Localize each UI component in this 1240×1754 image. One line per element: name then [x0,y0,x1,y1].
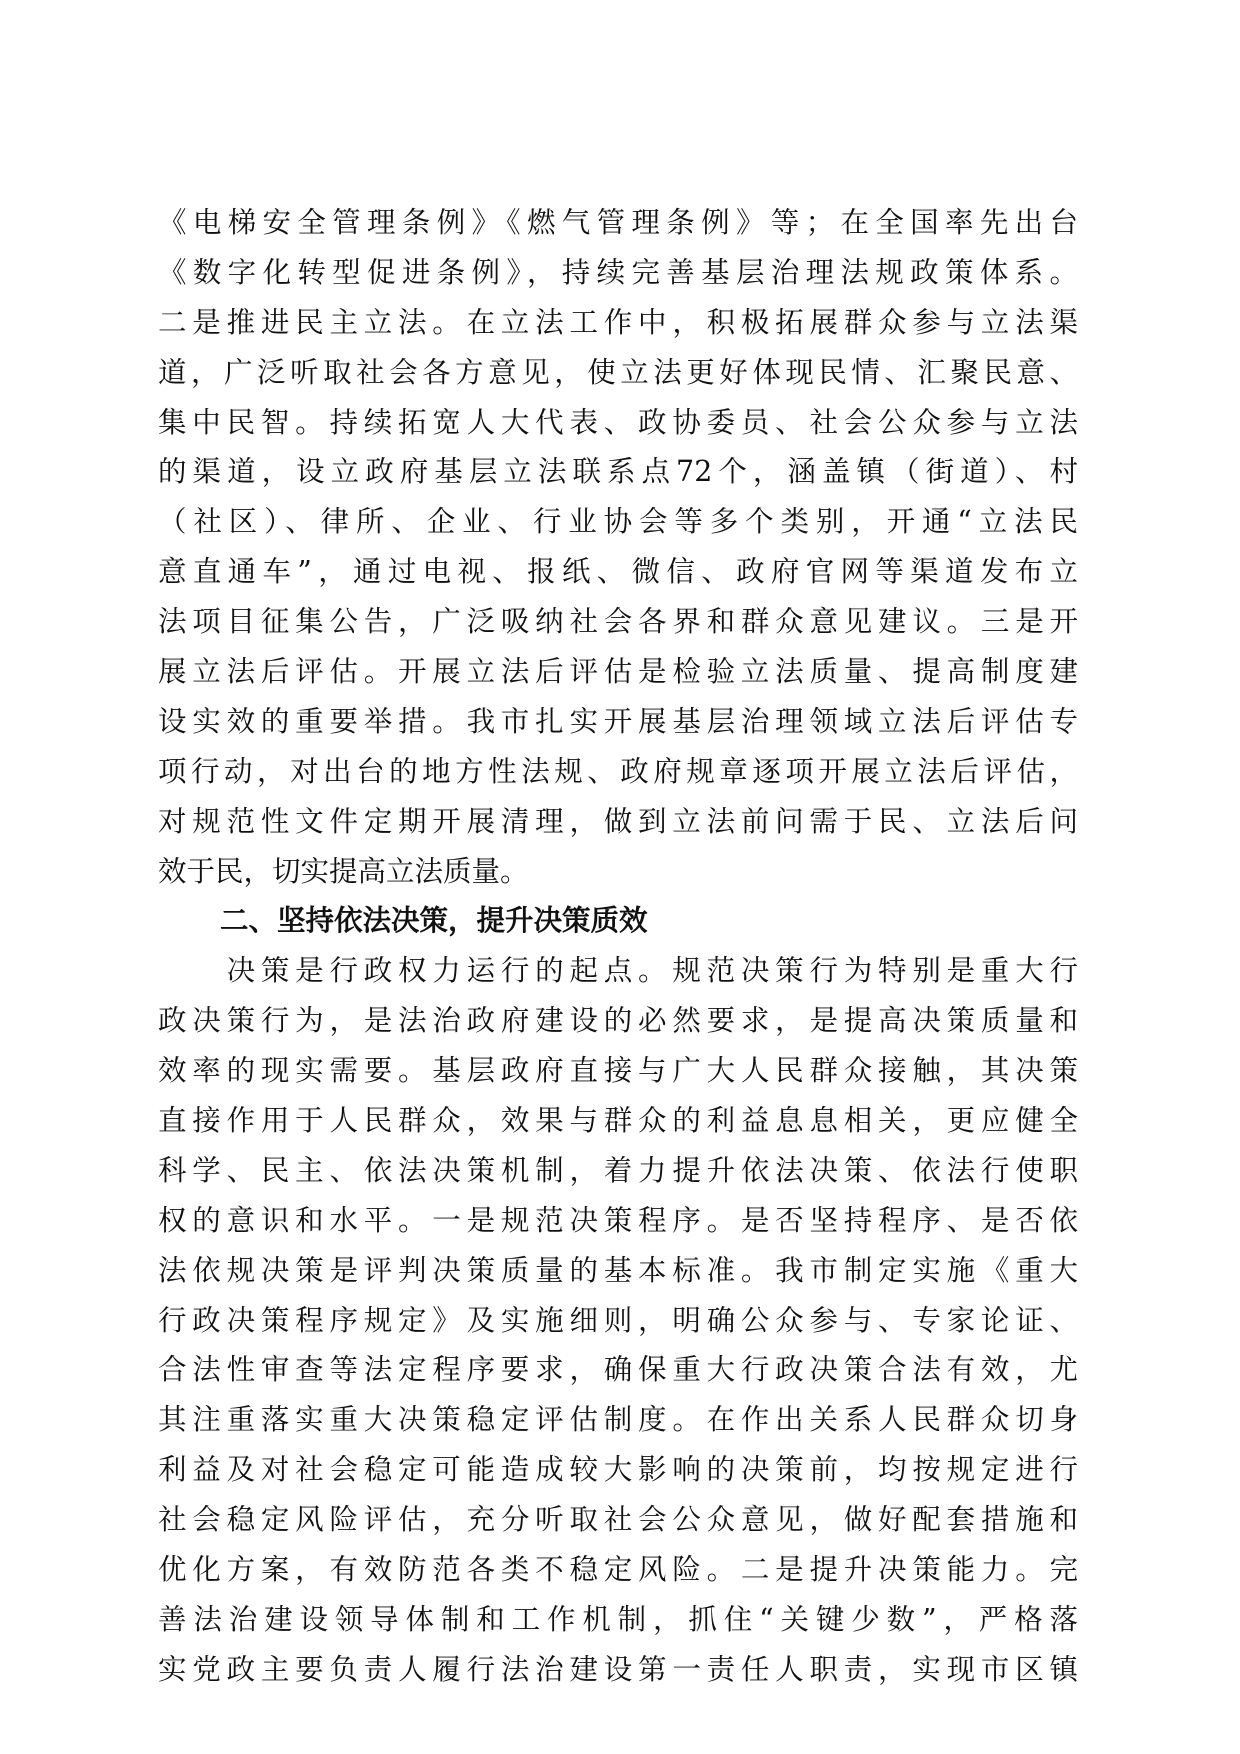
text-line: 优化方案，有效防范各类不稳定风险。二是提升决策能力。完 [158,1553,1078,1587]
section-heading: 二、坚持依法决策，提升决策质效 [220,904,648,938]
text-line: 政决策行为，是法治政府建设的必然要求，是提高决策质量和 [158,1004,1078,1038]
text-line: 二是推进民主立法。在立法工作中，积极拓展群众参与立法渠 [158,305,1078,339]
text-line: 集中民智。持续拓宽人大代表、政协委员、社会公众参与立法 [158,405,1078,439]
text-line: （社区）、律所、企业、行业协会等多个类别，开通“立法民 [158,505,1078,539]
text-line: 行政决策程序规定》及实施细则，明确公众参与、专家论证、 [158,1303,1078,1337]
text-line: 社会稳定风险评估，充分听取社会公众意见，做好配套措施和 [158,1503,1078,1537]
text-line: 法依规决策是评判决策质量的基本标准。我市制定实施《重大 [158,1253,1078,1287]
text-line: 效率的现实需要。基层政府直接与广大人民群众接触，其决策 [158,1054,1078,1088]
text-line: 合法性审查等法定程序要求，确保重大行政决策合法有效，尤 [158,1353,1078,1387]
text-line: 实党政主要负责人履行法治建设第一责任人职责，实现市区镇 [158,1652,1078,1686]
text-line: 项行动，对出台的地方性法规、政府规章逐项开展立法后评估， [158,754,1078,788]
text-line: 《数字化转型促进条例》，持续完善基层治理法规政策体系。 [158,255,1078,289]
text-line: 意直通车”，通过电视、报纸、微信、政府官网等渠道发布立 [158,555,1078,589]
text-line: 直接作用于人民群众，效果与群众的利益息息相关，更应健全 [158,1104,1078,1138]
text-line: 法项目征集公告，广泛吸纳社会各界和群众意见建议。三是开 [158,605,1078,639]
text-line: 展立法后评估。开展立法后评估是检验立法质量、提高制度建 [158,655,1078,689]
text-line: 的渠道，设立政府基层立法联系点72个，涵盖镇（街道）、村 [158,455,1078,489]
text-line: 善法治建设领导体制和工作机制，抓住“关键少数”，严格落 [158,1602,1078,1636]
text-line: 科学、民主、依法决策机制，着力提升依法决策、依法行使职 [158,1153,1078,1187]
text-line: 设实效的重要举措。我市扎实开展基层治理领域立法后评估专 [158,704,1078,738]
document-body [158,198,1078,1695]
text-line: 道，广泛听取社会各方意见，使立法更好体现民情、汇聚民意、 [158,355,1078,389]
section2-body [158,946,1078,1694]
text-line: 决策是行政权力运行的起点。规范决策行为特别是重大行 [158,954,1078,988]
text-line: 《电梯安全管理条例》《燃气管理条例》等；在全国率先出台 [158,206,1078,239]
text-line: 其注重落实重大决策稳定评估制度。在作出关系人民群众切身 [158,1403,1078,1437]
text-line: 利益及对社会稳定可能造成较大影响的决策前，均按规定进行 [158,1453,1078,1487]
section1-continuation [158,198,1078,896]
text-line: 效于民，切实提高立法质量。 [158,854,529,888]
text-line: 对规范性文件定期开展清理，做到立法前问需于民、立法后问 [158,804,1078,838]
text-line: 权的意识和水平。一是规范决策程序。是否坚持程序、是否依 [158,1203,1078,1237]
